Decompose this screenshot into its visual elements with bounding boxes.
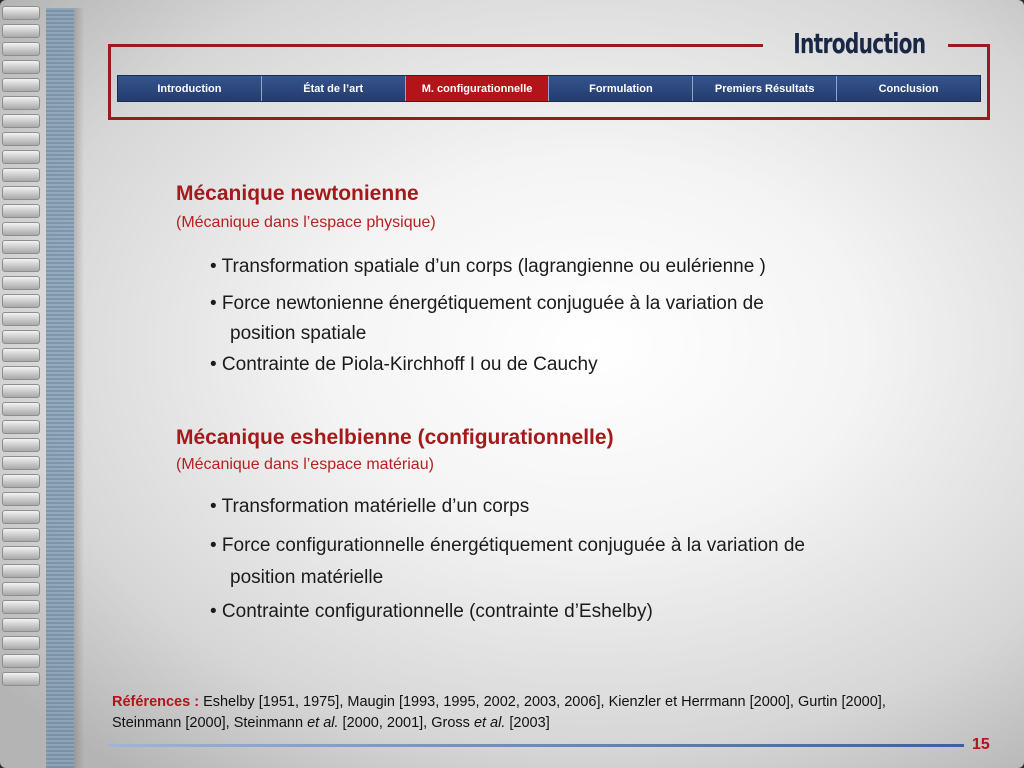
binder-ring bbox=[2, 438, 40, 452]
bullet-text: • Contrainte de Piola-Kirchhoff I ou de Cauchy bbox=[210, 354, 598, 375]
tab-premiers-resultats[interactable]: Premiers Résultats bbox=[693, 76, 837, 101]
bullet-newtonian-3 bbox=[210, 354, 598, 376]
binder-ring bbox=[2, 258, 40, 272]
bullet-text: • Transformation spatiale d’un corps (lagrangienne ou eulérienne ) bbox=[210, 256, 766, 277]
bullet-newtonian-2 bbox=[210, 289, 764, 349]
binder-ring bbox=[2, 150, 40, 164]
binder-ring bbox=[2, 168, 40, 182]
tab-formulation[interactable]: Formulation bbox=[549, 76, 693, 101]
binder-ring bbox=[2, 420, 40, 434]
section-title: Introduction bbox=[793, 27, 926, 60]
bullet-eshelbian-3 bbox=[210, 601, 653, 623]
references-etal-2: et al. bbox=[473, 715, 506, 731]
bullet-newtonian-1 bbox=[210, 256, 766, 278]
heading-eshelbian: Mécanique eshelbienne (configurationnelle) bbox=[176, 426, 614, 449]
tab-conclusion[interactable]: Conclusion bbox=[837, 76, 980, 101]
binder-ring bbox=[2, 78, 40, 92]
tab-introduction[interactable]: Introduction bbox=[118, 76, 262, 101]
bullet-text: • Contrainte configurationnelle (contrainte d’Eshelby) bbox=[210, 601, 653, 622]
binder-ring bbox=[2, 600, 40, 614]
bullet-continuation: position matérielle bbox=[230, 567, 384, 588]
binder-ring bbox=[2, 276, 40, 290]
subheading-newtonian: (Mécanique dans l’espace physique) bbox=[176, 214, 436, 231]
binder-rings bbox=[0, 6, 42, 706]
page-number: 15 bbox=[972, 736, 990, 753]
binder-ring bbox=[2, 186, 40, 200]
binder-ring bbox=[2, 114, 40, 128]
binder-ring bbox=[2, 564, 40, 578]
binder-ring bbox=[2, 240, 40, 254]
binder-ring bbox=[2, 42, 40, 56]
references-label: Références : bbox=[112, 694, 200, 710]
binder-ring bbox=[2, 222, 40, 236]
binder-ring bbox=[2, 672, 40, 686]
binder-ring bbox=[2, 492, 40, 506]
binder-ring bbox=[2, 510, 40, 524]
bullet-continuation: position spatiale bbox=[230, 323, 367, 344]
subheading-eshelbian: (Mécanique dans l’espace matériau) bbox=[176, 456, 434, 473]
binder-ring bbox=[2, 366, 40, 380]
binder-ring bbox=[2, 24, 40, 38]
binder-ring bbox=[2, 654, 40, 668]
references-text-2: [2000, 2001], Gross bbox=[338, 715, 474, 731]
binder-ring bbox=[2, 6, 40, 20]
binder-ring bbox=[2, 204, 40, 218]
footer-rule bbox=[108, 744, 964, 747]
binder-ring bbox=[2, 582, 40, 596]
heading-newtonian: Mécanique newtonienne bbox=[176, 182, 419, 205]
decorative-strip bbox=[46, 8, 74, 768]
tab-m-configurationnelle[interactable]: M. configurationnelle bbox=[406, 76, 550, 101]
binder-ring bbox=[2, 132, 40, 146]
binder-ring bbox=[2, 60, 40, 74]
binder-ring bbox=[2, 636, 40, 650]
binder-ring bbox=[2, 474, 40, 488]
binder-ring bbox=[2, 348, 40, 362]
binder-ring bbox=[2, 456, 40, 470]
bullet-text: • Transformation matérielle d’un corps bbox=[210, 496, 530, 517]
references bbox=[112, 692, 952, 734]
bullet-eshelbian-1 bbox=[210, 496, 529, 518]
bullet-eshelbian-2 bbox=[210, 530, 805, 594]
binder-ring bbox=[2, 312, 40, 326]
binder-ring bbox=[2, 294, 40, 308]
binder-ring bbox=[2, 96, 40, 110]
bullet-text: • Force newtonienne énergétiquement conjuguée à la variation de bbox=[210, 293, 764, 314]
references-etal-1: et al. bbox=[307, 715, 339, 731]
binder-ring bbox=[2, 618, 40, 632]
binder-ring bbox=[2, 528, 40, 542]
binder-ring bbox=[2, 330, 40, 344]
bullet-text: • Force configurationnelle énergétiquement conjuguée à la variation de bbox=[210, 535, 805, 556]
references-text-3: [2003] bbox=[505, 715, 550, 731]
nav-tabs bbox=[117, 75, 981, 102]
tab-etat-de-l-art[interactable]: État de l’art bbox=[262, 76, 406, 101]
binder-ring bbox=[2, 402, 40, 416]
binder-ring bbox=[2, 546, 40, 560]
binder-ring bbox=[2, 384, 40, 398]
references-text-1: Eshelby [1951, 1975], Maugin [1993, 1995, 2002, 2003, 2006], Kienzler et Herrmann [2000], Gurtin [2000], Steinmann [2000], Steinmann bbox=[112, 694, 886, 731]
